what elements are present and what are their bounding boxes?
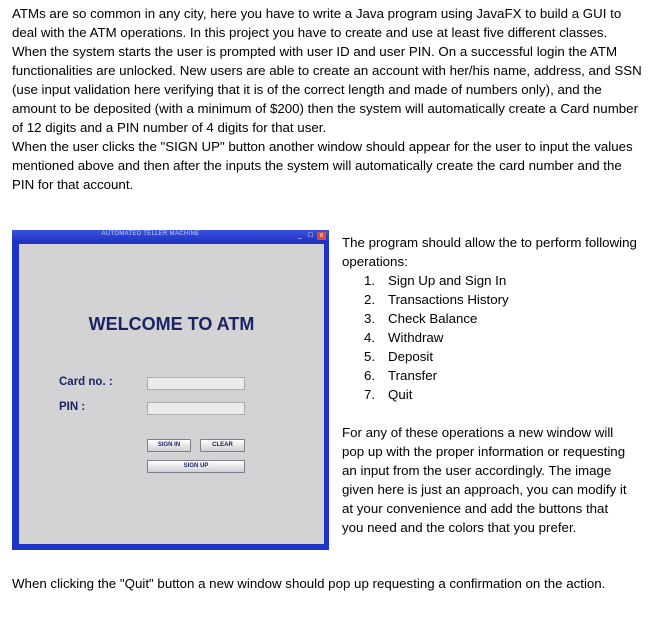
list-label: Check Balance (388, 311, 478, 326)
atm-client-area (19, 244, 324, 544)
list-number: 2. (364, 292, 376, 307)
quit-paragraph: When clicking the "Quit" button a new window should pop up requesting a confirmation on the action. (12, 576, 606, 591)
card-number-input[interactable] (147, 377, 245, 390)
list-number: 1. (364, 273, 376, 288)
welcome-heading: WELCOME TO ATM (88, 314, 255, 334)
operations-description: For any of these operations a new window will pop up with the proper information or requesting an input from the user accordingly. The image given here is just an approach, you can modify it at your convenience and add the buttons that you need and the colors that you prefer. (342, 425, 627, 535)
list-number: 7. (364, 387, 376, 402)
minimize-icon[interactable]: _ (297, 232, 302, 239)
atm-title: AUTOMATED TELLER MACHINE (101, 231, 200, 237)
list-item (364, 328, 509, 347)
list-item (364, 366, 509, 385)
intro-paragraphs (12, 4, 642, 194)
list-number: 5. (364, 349, 376, 364)
atm-window-image (12, 230, 329, 550)
list-label: Transfer (388, 368, 438, 383)
pin-input[interactable] (147, 402, 245, 415)
pin-label: PIN : (59, 401, 86, 413)
list-label: Sign Up and Sign In (388, 273, 507, 288)
clear-button[interactable]: CLEAR (200, 439, 245, 452)
list-item (364, 290, 509, 309)
list-item (364, 309, 509, 328)
list-item (364, 271, 509, 290)
atm-titlebar (12, 230, 329, 243)
signup-paragraph: When the user clicks the "SIGN UP" button another window should appear for the user to input the values mentioned above and then after the inputs the system will automatically create the card number and the PIN for that account. (12, 139, 633, 192)
list-label: Deposit (388, 349, 434, 364)
list-number: 3. (364, 311, 376, 326)
window-controls (295, 232, 326, 240)
close-icon[interactable]: x (317, 232, 326, 240)
operations-list (364, 271, 509, 404)
sign-up-button[interactable]: SIGN UP (147, 460, 245, 473)
intro-paragraph: ATMs are so common in any city, here you have to write a Java program using JavaFX to build a GUI to deal with the ATM operations. In this project you have to create and use at least five different classes. When the system starts the user is prompted with user ID and user PIN. On a successful login the ATM functionalities are unlocked. New users are able to create an account with her/his name, address, and SSN (use input validation here verifying that it is of the correct length and made of numbers only), and the amount to be deposited (with a minimum of $200) then the system will automatically create a Card number of 12 digits and a PIN number of 4 digits for that user. (12, 6, 642, 135)
list-number: 4. (364, 330, 376, 345)
sign-in-button[interactable]: SIGN IN (147, 439, 191, 452)
list-item (364, 347, 509, 366)
list-label: Quit (388, 387, 413, 402)
list-label: Transactions History (388, 292, 509, 307)
card-label: Card no. : (59, 376, 113, 388)
list-item (364, 385, 509, 404)
operations-intro: The program should allow the to perform following operations: (342, 235, 637, 269)
maximize-icon[interactable]: □ (308, 232, 313, 239)
list-number: 6. (364, 368, 376, 383)
list-label: Withdraw (388, 330, 444, 345)
